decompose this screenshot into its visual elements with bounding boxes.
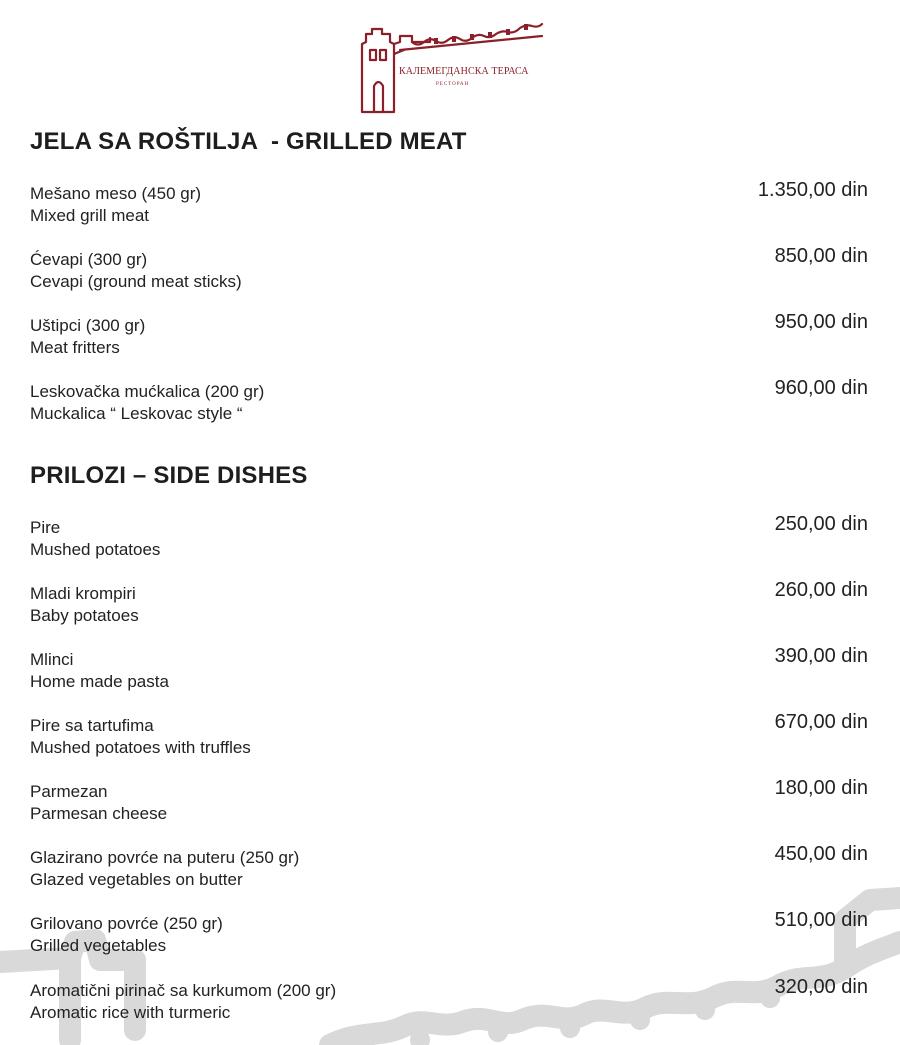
- item-name: Leskovačka mućkalica (200 gr): [30, 382, 265, 401]
- menu-item: [30, 909, 868, 961]
- item-description: Grilled vegetables: [30, 936, 167, 955]
- item-description: Parmesan cheese: [30, 804, 168, 823]
- item-description: Baby potatoes: [30, 606, 139, 625]
- item-name: Mlinci: [30, 650, 74, 669]
- menu-item: [30, 777, 868, 829]
- item-name: Ćevapi (300 gr): [30, 250, 148, 269]
- section-title-side-dishes: PRILOZI – SIDE DISHES: [30, 462, 308, 489]
- item-price: 960,00 din: [774, 377, 868, 399]
- item-description: Aromatic rice with turmeric: [30, 1003, 231, 1022]
- item-price: 850,00 din: [774, 245, 868, 267]
- item-description: Home made pasta: [30, 672, 169, 691]
- item-description: Glazed vegetables on butter: [30, 870, 243, 889]
- section-title-grilled-meat: JELA SA ROŠTILJA - GRILLED MEAT: [30, 128, 467, 155]
- fortress-tower-icon: [356, 14, 546, 114]
- logo-subtitle: РЕСТОРАН: [436, 82, 470, 87]
- item-price: 950,00 din: [774, 311, 868, 333]
- menu-item: [30, 513, 868, 565]
- item-description: Meat fritters: [30, 338, 120, 357]
- restaurant-logo: [356, 14, 546, 114]
- item-price: 180,00 din: [774, 777, 868, 799]
- item-description: Muckalica “ Leskovac style “: [30, 404, 243, 423]
- menu-item: [30, 377, 868, 429]
- item-price: 250,00 din: [774, 513, 868, 535]
- item-description: Cevapi (ground meat sticks): [30, 272, 242, 291]
- item-price: 390,00 din: [774, 645, 868, 667]
- item-description: Mushed potatoes: [30, 540, 161, 559]
- menu-item: [30, 245, 868, 297]
- item-description: Mushed potatoes with truffles: [30, 738, 251, 757]
- menu-item: [30, 843, 868, 895]
- item-price: 1.350,00 din: [757, 179, 868, 201]
- menu-item: [30, 311, 868, 363]
- item-name: Aromatični pirinač sa kurkumom (200 gr): [30, 981, 337, 1000]
- item-price: 510,00 din: [774, 909, 868, 931]
- menu-item: [30, 645, 868, 697]
- item-name: Mešano meso (450 gr): [30, 184, 202, 203]
- menu-item: [30, 976, 868, 1028]
- item-price: 320,00 din: [774, 976, 868, 998]
- item-description: Mixed grill meat: [30, 206, 150, 225]
- item-name: Pire sa tartufima: [30, 716, 154, 735]
- menu-item: [30, 179, 868, 231]
- item-name: Glazirano povrće na puteru (250 gr): [30, 848, 300, 867]
- item-name: Mladi krompiri: [30, 584, 136, 603]
- menu-item: [30, 579, 868, 631]
- menu-item: [30, 711, 868, 763]
- item-price: 450,00 din: [774, 843, 868, 865]
- logo-name: КАЛЕМЕГДАНСКА ТЕРАСА: [399, 66, 529, 77]
- item-name: Uštipci (300 gr): [30, 316, 146, 335]
- item-name: Grilovano povrće (250 gr): [30, 914, 223, 933]
- item-name: Parmezan: [30, 782, 108, 801]
- item-price: 670,00 din: [774, 711, 868, 733]
- item-name: Pire: [30, 518, 61, 537]
- item-price: 260,00 din: [774, 579, 868, 601]
